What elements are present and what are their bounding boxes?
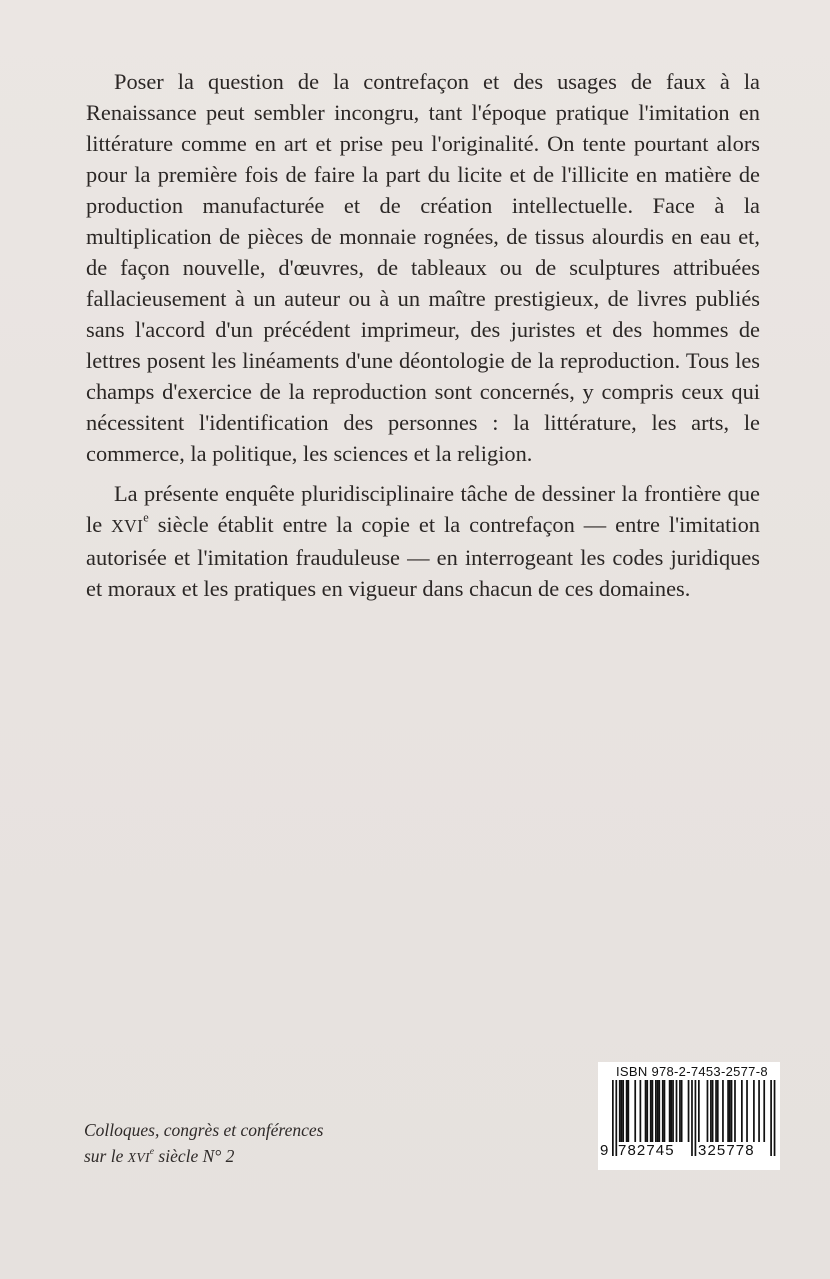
barcode-bar — [688, 1080, 690, 1142]
barcode-bar — [619, 1080, 621, 1142]
barcode-bar — [645, 1080, 647, 1142]
barcode-bar — [634, 1080, 636, 1142]
barcode-bar — [698, 1080, 700, 1142]
barcode-bar — [681, 1080, 683, 1142]
barcode-bar — [734, 1080, 736, 1142]
barcode-bar — [657, 1080, 659, 1142]
series-title — [84, 1117, 323, 1171]
barcode-bar — [679, 1080, 681, 1142]
barcode-bar — [621, 1080, 623, 1142]
barcode-bar — [662, 1080, 664, 1142]
blurb-paragraph-2-end: siècle établit entre la copie et la contrefaçon — entre l'imitation autorisée et l'imitation frauduleuse — en interrogeant les codes juridiques et moraux et les pratiques en vigueur dans chacun de ces domaines. — [86, 512, 760, 601]
barcode-bar — [669, 1080, 671, 1142]
series-century-superscript: e — [149, 1145, 155, 1157]
barcode-bar — [640, 1080, 642, 1142]
barcode-guard-bar — [612, 1080, 614, 1156]
barcode-bar — [658, 1080, 660, 1142]
barcode-guard-bar — [691, 1080, 693, 1156]
blurb-paragraph-2-start: La présente enquête pluridisciplinaire tâche de dessiner la frontière que le — [86, 481, 760, 537]
barcode-bar — [758, 1080, 760, 1142]
barcode-bar — [670, 1080, 672, 1142]
barcode-guard-bar — [774, 1080, 776, 1156]
barcode-bar — [646, 1080, 648, 1142]
series-line-2 — [84, 1143, 323, 1171]
barcode-bar — [763, 1080, 765, 1142]
barcode-guard-bar — [615, 1080, 617, 1156]
barcode-bar — [626, 1080, 628, 1142]
barcode-bar — [672, 1080, 674, 1142]
barcode-bar — [746, 1080, 748, 1142]
barcode-bar — [731, 1080, 733, 1142]
century-numeral: XVI — [111, 516, 144, 536]
blurb-paragraph-1: Poser la question de la contrefaçon et des usages de faux à la Renaissance peut sembler incongru, tant l'époque pratique l'imitation en littérature comme en art et prise peu l'originalité. On tente pourtant alors pour la première fois de faire la part du licite et de l'illicite en matière de production manufacturée et de création intellectuelle. Face à la multiplication de pièces de monnaie rognées, de tissus alourdis en eau et, de façon nouvelle, d'œuvres, de tableaux ou de sculptures attribuées fallacieusement à un auteur ou à un maître prestigieux, de livres publiés sans l'accord d'un précédent imprimeur, des juristes et des hommes de lettres posent les linéaments d'une déontologie de la reproduction. Tous les champs d'exercice de la reproduction sont concernés, y compris ceux qui nécessitent l'identification des personnes : la littérature, les arts, le commerce, la politique, les sciences et la religion. — [86, 69, 760, 466]
barcode-guard-bar — [770, 1080, 772, 1156]
blurb-text — [86, 66, 760, 613]
barcode-bar — [707, 1080, 709, 1142]
barcode-bar — [622, 1080, 624, 1142]
barcode-bar — [741, 1080, 743, 1142]
barcode-bar — [627, 1080, 629, 1142]
barcode-digits-left: 782745 — [618, 1142, 675, 1159]
isbn-barcode — [598, 1062, 780, 1170]
barcode-guard-bar — [695, 1080, 697, 1156]
series-line-2-start: sur le — [84, 1146, 128, 1166]
century-superscript: e — [143, 510, 149, 525]
barcode-bar — [729, 1080, 731, 1142]
barcode-bar — [712, 1080, 714, 1142]
barcode-bar — [710, 1080, 712, 1142]
barcode-bar — [715, 1080, 717, 1142]
blurb-paragraph-2 — [86, 478, 760, 604]
isbn-label: ISBN 978-2-7453-2577-8 — [616, 1064, 768, 1079]
barcode-bar — [753, 1080, 755, 1142]
barcode-bar — [717, 1080, 719, 1142]
series-line-2-end: siècle N° 2 — [154, 1146, 235, 1166]
barcode-digit-first: 9 — [600, 1142, 610, 1159]
barcode-bar — [664, 1080, 666, 1142]
barcode-bar — [652, 1080, 654, 1142]
barcode-bar — [650, 1080, 652, 1142]
series-line-1: Colloques, congrès et conférences — [84, 1120, 324, 1140]
barcode-bar — [676, 1080, 678, 1142]
barcode-bar — [722, 1080, 724, 1142]
series-century-numeral: XVI — [127, 1150, 150, 1165]
barcode-bar — [655, 1080, 657, 1142]
barcode-digits-right: 325778 — [698, 1142, 755, 1159]
barcode-bar — [727, 1080, 729, 1142]
